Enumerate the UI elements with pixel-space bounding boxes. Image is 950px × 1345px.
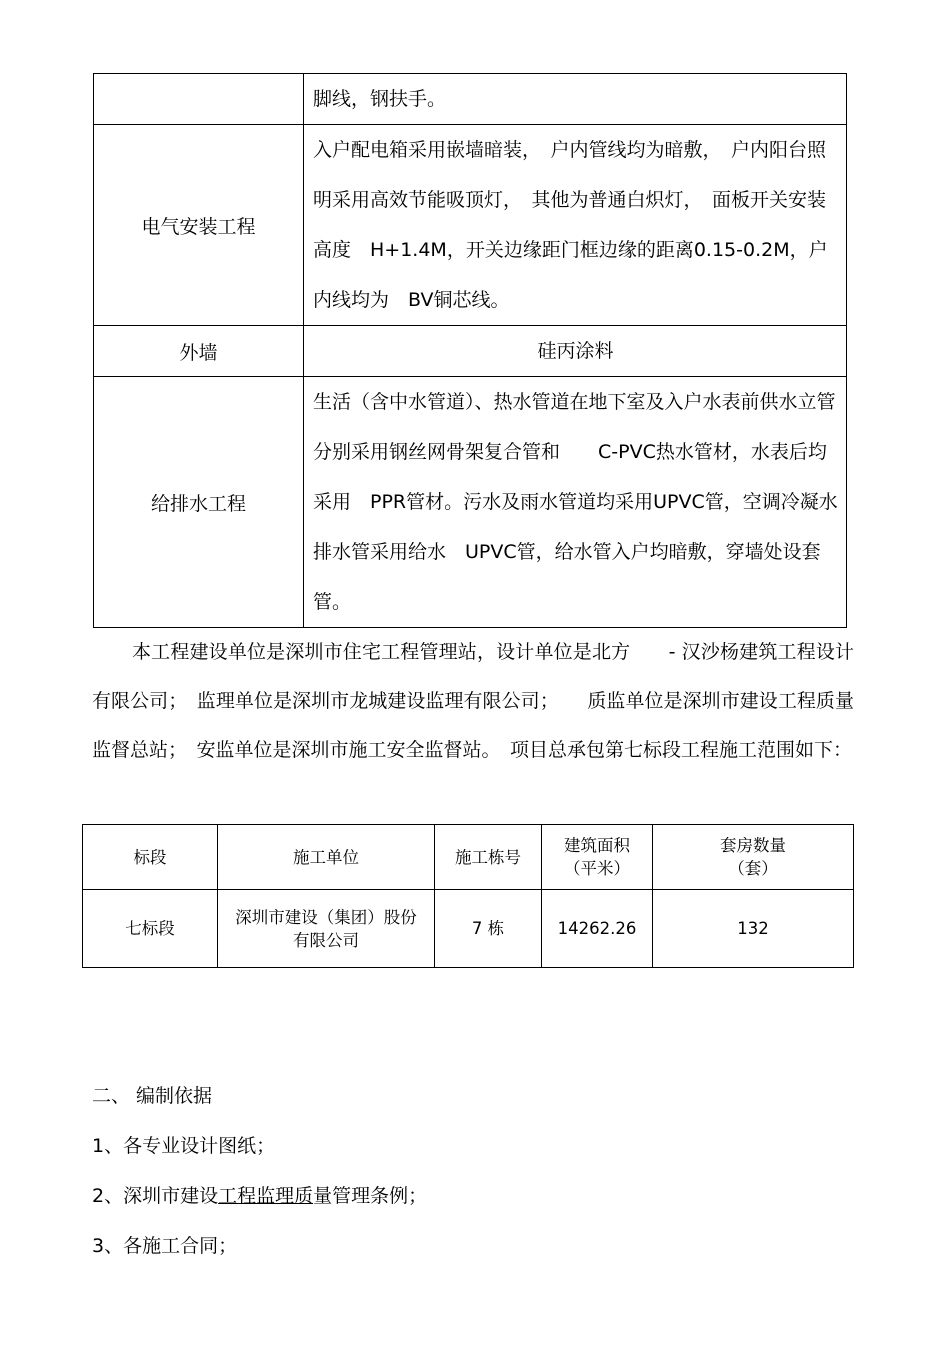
basis-item: 3、各施工合同； — [92, 1235, 238, 1257]
cell: 七标段 — [83, 890, 218, 968]
cell — [218, 890, 435, 968]
cell: 132 — [653, 890, 854, 968]
basis-item-text: 量管理条例； — [313, 1185, 428, 1207]
row-label: 给排水工程 — [94, 377, 304, 628]
basis-item — [92, 1184, 427, 1208]
row-value: 硅丙涂料 — [304, 326, 847, 377]
header-line: （平米） — [564, 859, 630, 878]
basis-item-underlined: 工程监理质 — [218, 1185, 314, 1207]
header-cell: 标段 — [83, 825, 218, 890]
cell: 7 栋 — [435, 890, 542, 968]
basis-item-text: 2、深圳市建设 — [92, 1185, 219, 1207]
section-title: 二、 编制依据 — [92, 1085, 213, 1107]
row-value: 入户配电箱采用嵌墙暗装， 户内管线均为暗敷， 户内阳台照明采用高效节能吸顶灯， 其他为普通白炽灯， 面板开关安装高度 H+1.4M，开关边缘距门框边缘的距离0.15-0.2M，户内线均为 BV铜芯线。 — [304, 125, 847, 326]
header-cell: 施工单位 — [218, 825, 435, 890]
header-cell — [653, 825, 854, 890]
cell-line: 深圳市建设（集团）股份 — [235, 907, 417, 927]
table-row — [94, 74, 847, 125]
table-row — [94, 326, 847, 377]
row-label: 电气安装工程 — [94, 125, 304, 326]
spec-table — [93, 73, 847, 628]
table-row — [94, 377, 847, 628]
row-value: 脚线，钢扶手。 — [304, 74, 847, 125]
header-line: 建筑面积 — [564, 836, 630, 855]
table-row — [83, 890, 854, 968]
table-header-row — [83, 825, 854, 890]
row-value: 生活（含中水管道）、热水管道在地下室及入户水表前供水立管分别采用钢丝网骨架复合管和 C-PVC热水管材，水表后均采用 PPR管材。污水及雨水管道均采用UPVC管，空调冷凝水排水管采用给水 UPVC管，给水管入户均暗敷，穿墙处设套管。 — [304, 377, 847, 628]
cell-line: 有限公司 — [293, 930, 359, 950]
project-paragraph: 本工程建设单位是深圳市住宅工程管理站，设计单位是北方 - 汉沙杨建筑工程设计有限公司； 监理单位是深圳市龙城建设监理有限公司； 质监单位是深圳市建设工程质量监督总站； 安监单位是深圳市施工安全监督站。 项目总承包第七标段工程施工范围如下： — [92, 641, 854, 761]
table-row — [94, 125, 847, 326]
row-label: 外墙 — [94, 326, 304, 377]
header-line: （套） — [728, 859, 778, 878]
row-label — [94, 74, 304, 125]
header-line: 套房数量 — [720, 836, 786, 855]
basis-item: 1、各专业设计图纸； — [92, 1135, 276, 1157]
scope-table — [82, 824, 854, 968]
cell: 14262.26 — [542, 890, 653, 968]
header-cell — [542, 825, 653, 890]
header-cell: 施工栋号 — [435, 825, 542, 890]
